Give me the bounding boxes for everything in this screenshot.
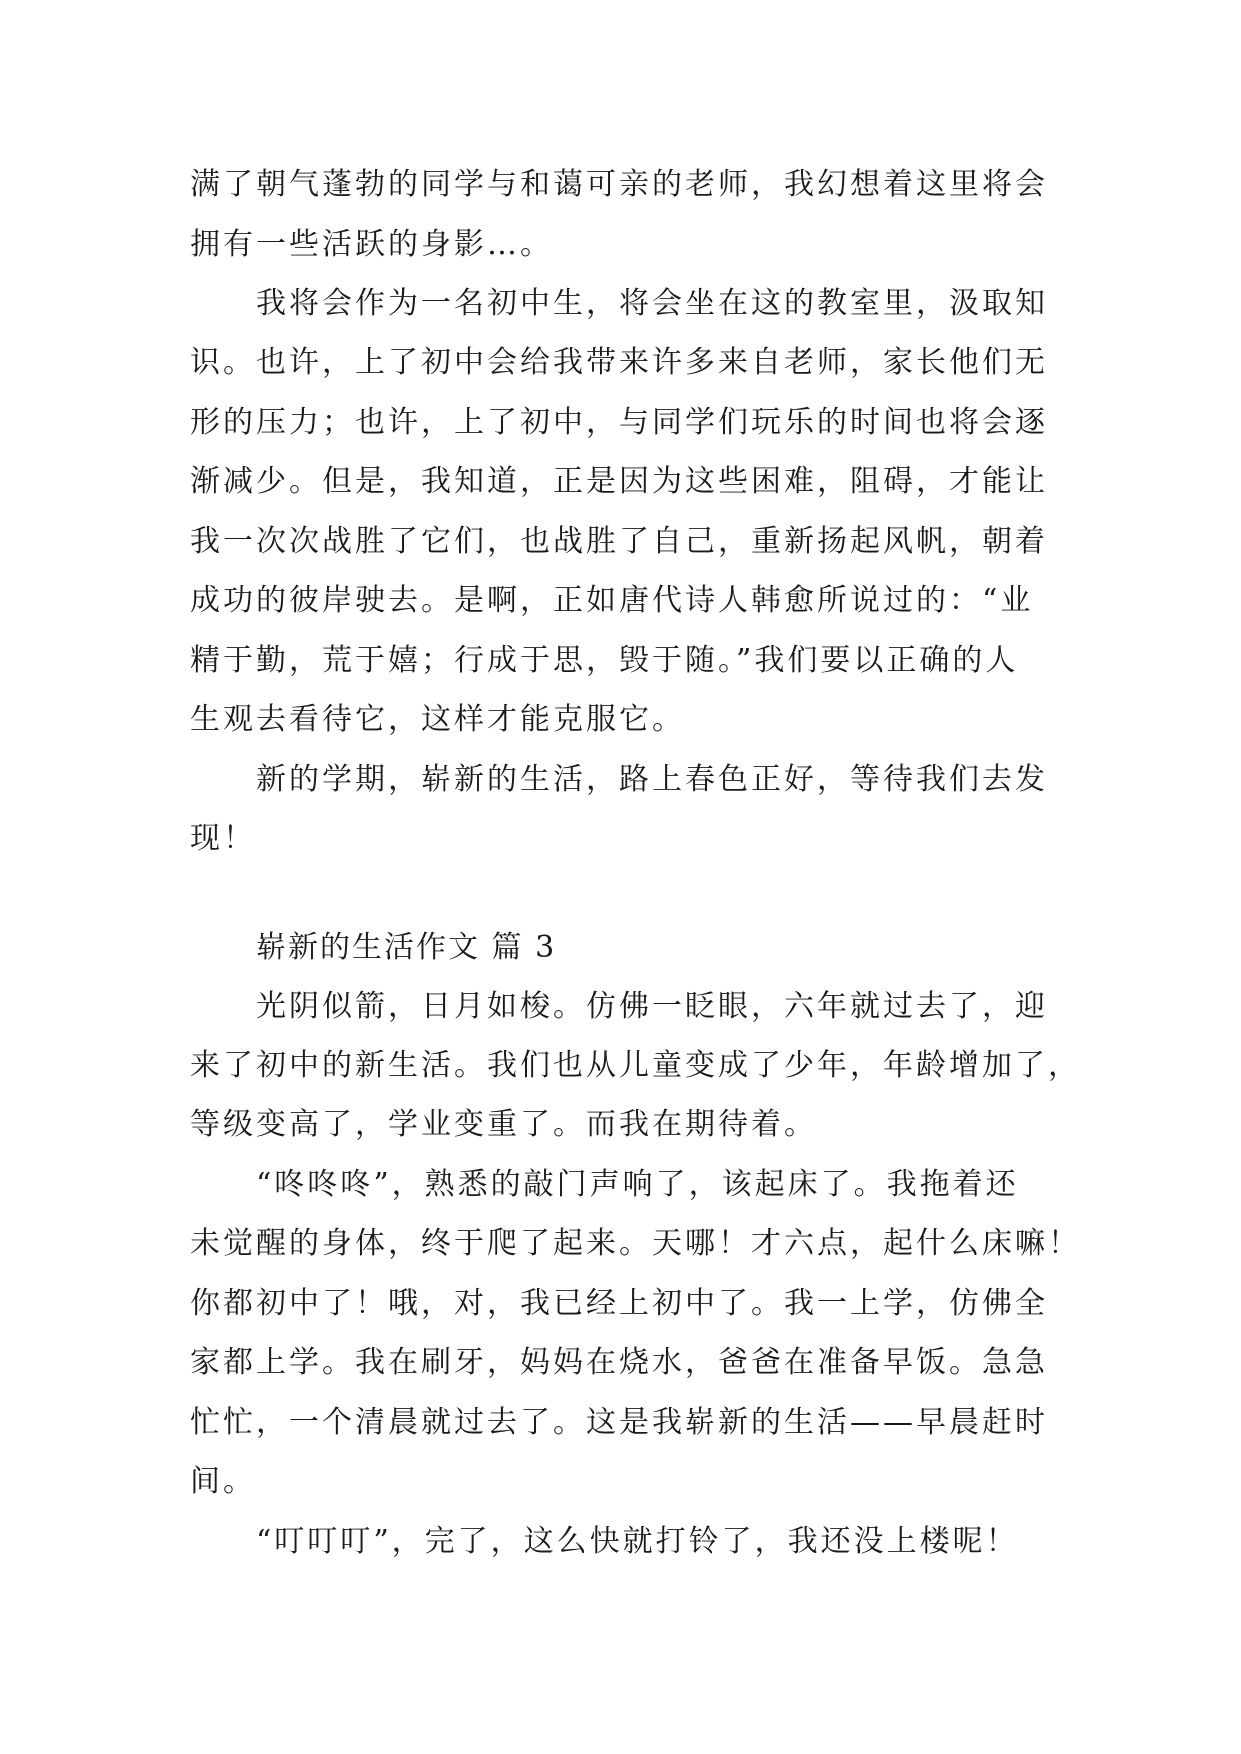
text-line: 等级变高了，学业变重了。而我在期待着。 xyxy=(190,1107,817,1142)
paragraph-start: “咚咚咚”，熟悉的敲门声响了，该起床了。我拖着还 xyxy=(256,1167,1019,1202)
text-line: 忙忙，一个清晨就过去了。这是我崭新的生活——早晨赶时 xyxy=(190,1405,1048,1440)
text-line: 我一次次战胜了它们，也战胜了自己，重新扬起风帆，朝着 xyxy=(190,524,1048,559)
text-line: 你都初中了！哦，对，我已经上初中了。我一上学，仿佛全 xyxy=(190,1286,1048,1321)
section-title: 崭新的生活作文 篇 3 xyxy=(256,930,557,965)
paragraph-start: “叮叮叮”，完了，这么快就打铃了，我还没上楼呢！ xyxy=(256,1524,1019,1559)
text-line: 形的压力；也许，上了初中，与同学们玩乐的时间也将会逐 xyxy=(190,405,1048,440)
text-line: 精于勤，荒于嬉；行成于思，毁于随。”我们要以正确的人 xyxy=(190,643,1019,678)
paragraph-start: 光阴似箭，日月如梭。仿佛一眨眼，六年就过去了，迎 xyxy=(256,989,1048,1024)
text-line: 家都上学。我在刷牙，妈妈在烧水，爸爸在准备早饭。急急 xyxy=(190,1345,1048,1380)
text-line: 间。 xyxy=(190,1464,256,1499)
text-line: 现！ xyxy=(190,821,256,856)
text-line: 成功的彼岸驶去。是啊，正如唐代诗人韩愈所说过的：“业 xyxy=(190,583,1034,618)
text-line: 满了朝气蓬勃的同学与和蔼可亲的老师，我幻想着这里将会 xyxy=(190,167,1048,202)
text-line: 生观去看待它，这样才能克服它。 xyxy=(190,702,685,737)
text-line: 未觉醒的身体，终于爬了起来。天哪！才六点，起什么床嘛！ xyxy=(190,1226,1081,1261)
text-line: 来了初中的新生活。我们也从儿童变成了少年，年龄增加了， xyxy=(190,1048,1081,1083)
text-line: 识。也许，上了初中会给我带来许多来自老师，家长他们无 xyxy=(190,345,1048,380)
text-line: 拥有一些活跃的身影…。 xyxy=(190,227,553,262)
paragraph-start: 我将会作为一名初中生，将会坐在这的教室里，汲取知 xyxy=(256,286,1048,321)
paragraph-start: 新的学期，崭新的生活，路上春色正好，等待我们去发 xyxy=(256,762,1048,797)
text-line: 渐减少。但是，我知道，正是因为这些困难，阻碍，才能让 xyxy=(190,464,1048,499)
